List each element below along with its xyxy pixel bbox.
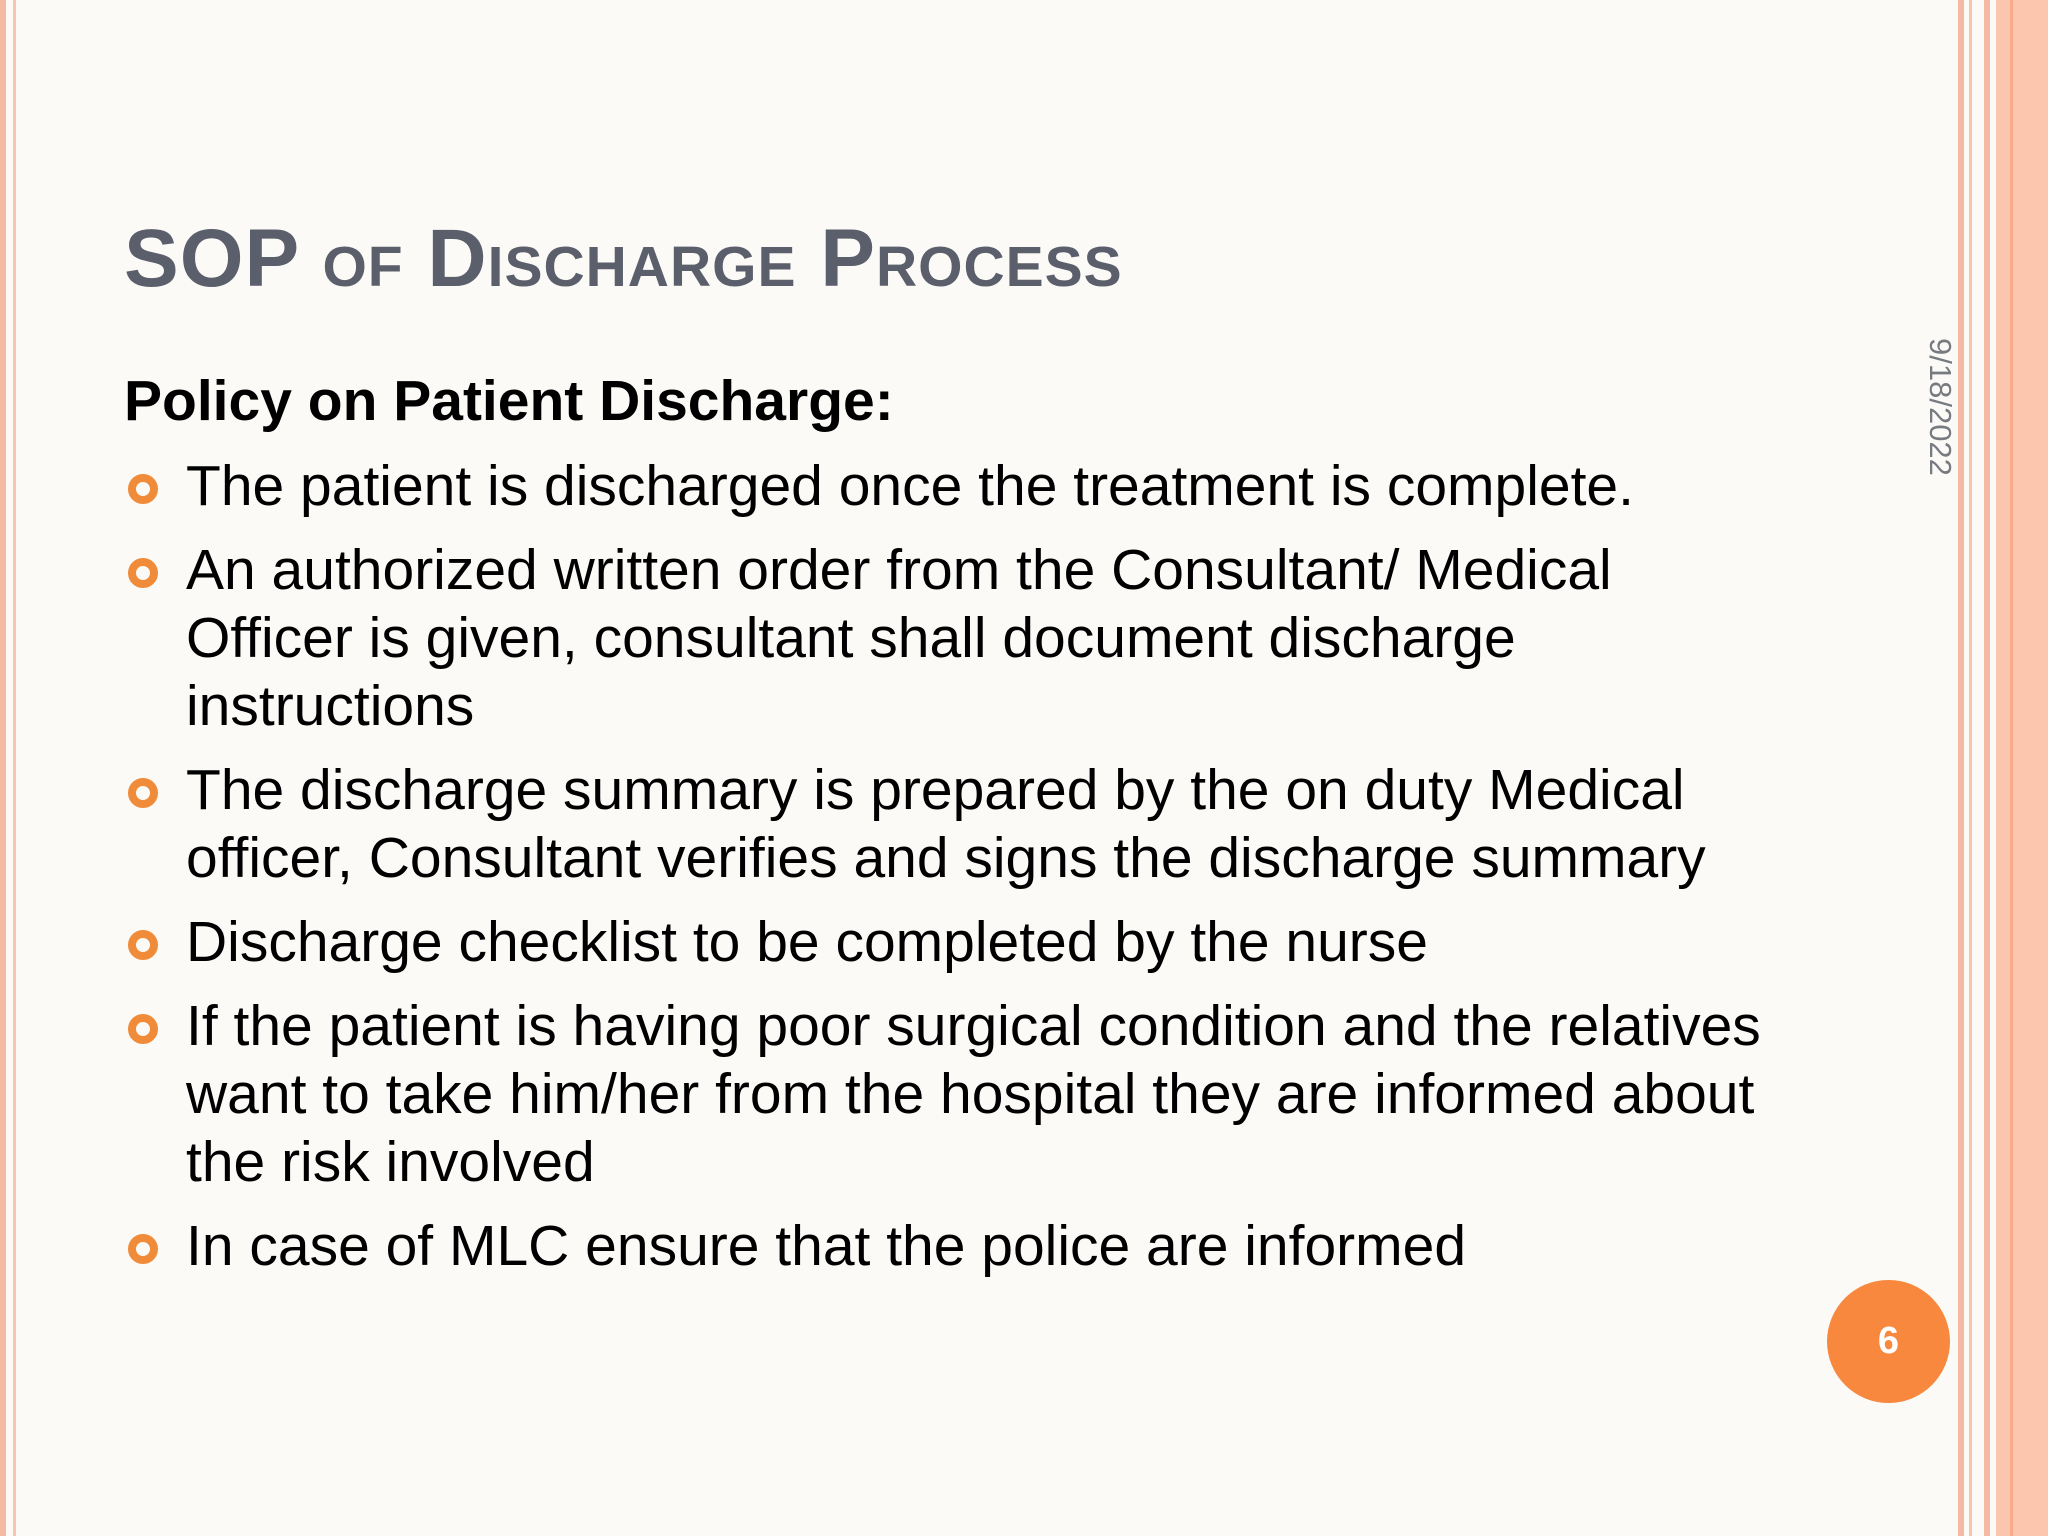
left-border-line bbox=[0, 0, 6, 1536]
bullet-item bbox=[124, 992, 1784, 1196]
left-border-line-thin bbox=[13, 0, 16, 1536]
bullet-item bbox=[124, 908, 1784, 976]
bullet-text: An authorized written order from the Consultant/ Medical Officer is given, consultant shall document discharge instructions bbox=[186, 538, 1612, 738]
bullet-item bbox=[124, 756, 1784, 892]
bullet-circle-icon bbox=[128, 778, 158, 808]
bullet-text: The discharge summary is prepared by the on duty Medical officer, Consultant verifies and signs the discharge summary bbox=[186, 758, 1706, 890]
right-border-line-thin bbox=[1969, 0, 1972, 1536]
page-number-badge: 6 bbox=[1827, 1280, 1950, 1403]
right-border-line-thin bbox=[2010, 0, 2013, 1536]
bullet-item bbox=[124, 536, 1784, 740]
bullet-circle-icon bbox=[128, 474, 158, 504]
bullet-text: If the patient is having poor surgical condition and the relatives want to take him/her from the hospital they are informed about the risk involved bbox=[186, 994, 1761, 1194]
bullet-list bbox=[124, 452, 1784, 1296]
bullet-circle-icon bbox=[128, 558, 158, 588]
bullet-text: In case of MLC ensure that the police are informed bbox=[186, 1214, 1467, 1278]
right-border-fill bbox=[1996, 0, 2048, 1536]
bullet-text: The patient is discharged once the treatment is complete. bbox=[186, 454, 1634, 518]
bullet-circle-icon bbox=[128, 1014, 158, 1044]
slide-title: SOP of Discharge Process bbox=[124, 213, 1123, 304]
bullet-text: Discharge checklist to be completed by the nurse bbox=[186, 910, 1428, 974]
right-border-line bbox=[1958, 0, 1964, 1536]
bullet-circle-icon bbox=[128, 1234, 158, 1264]
bullet-circle-icon bbox=[128, 930, 158, 960]
slide-subheading: Policy on Patient Discharge: bbox=[124, 369, 894, 433]
right-border-line bbox=[1984, 0, 1990, 1536]
bullet-item bbox=[124, 1212, 1784, 1280]
slide-date: 9/18/2022 bbox=[1923, 338, 1958, 476]
bullet-item bbox=[124, 452, 1784, 520]
